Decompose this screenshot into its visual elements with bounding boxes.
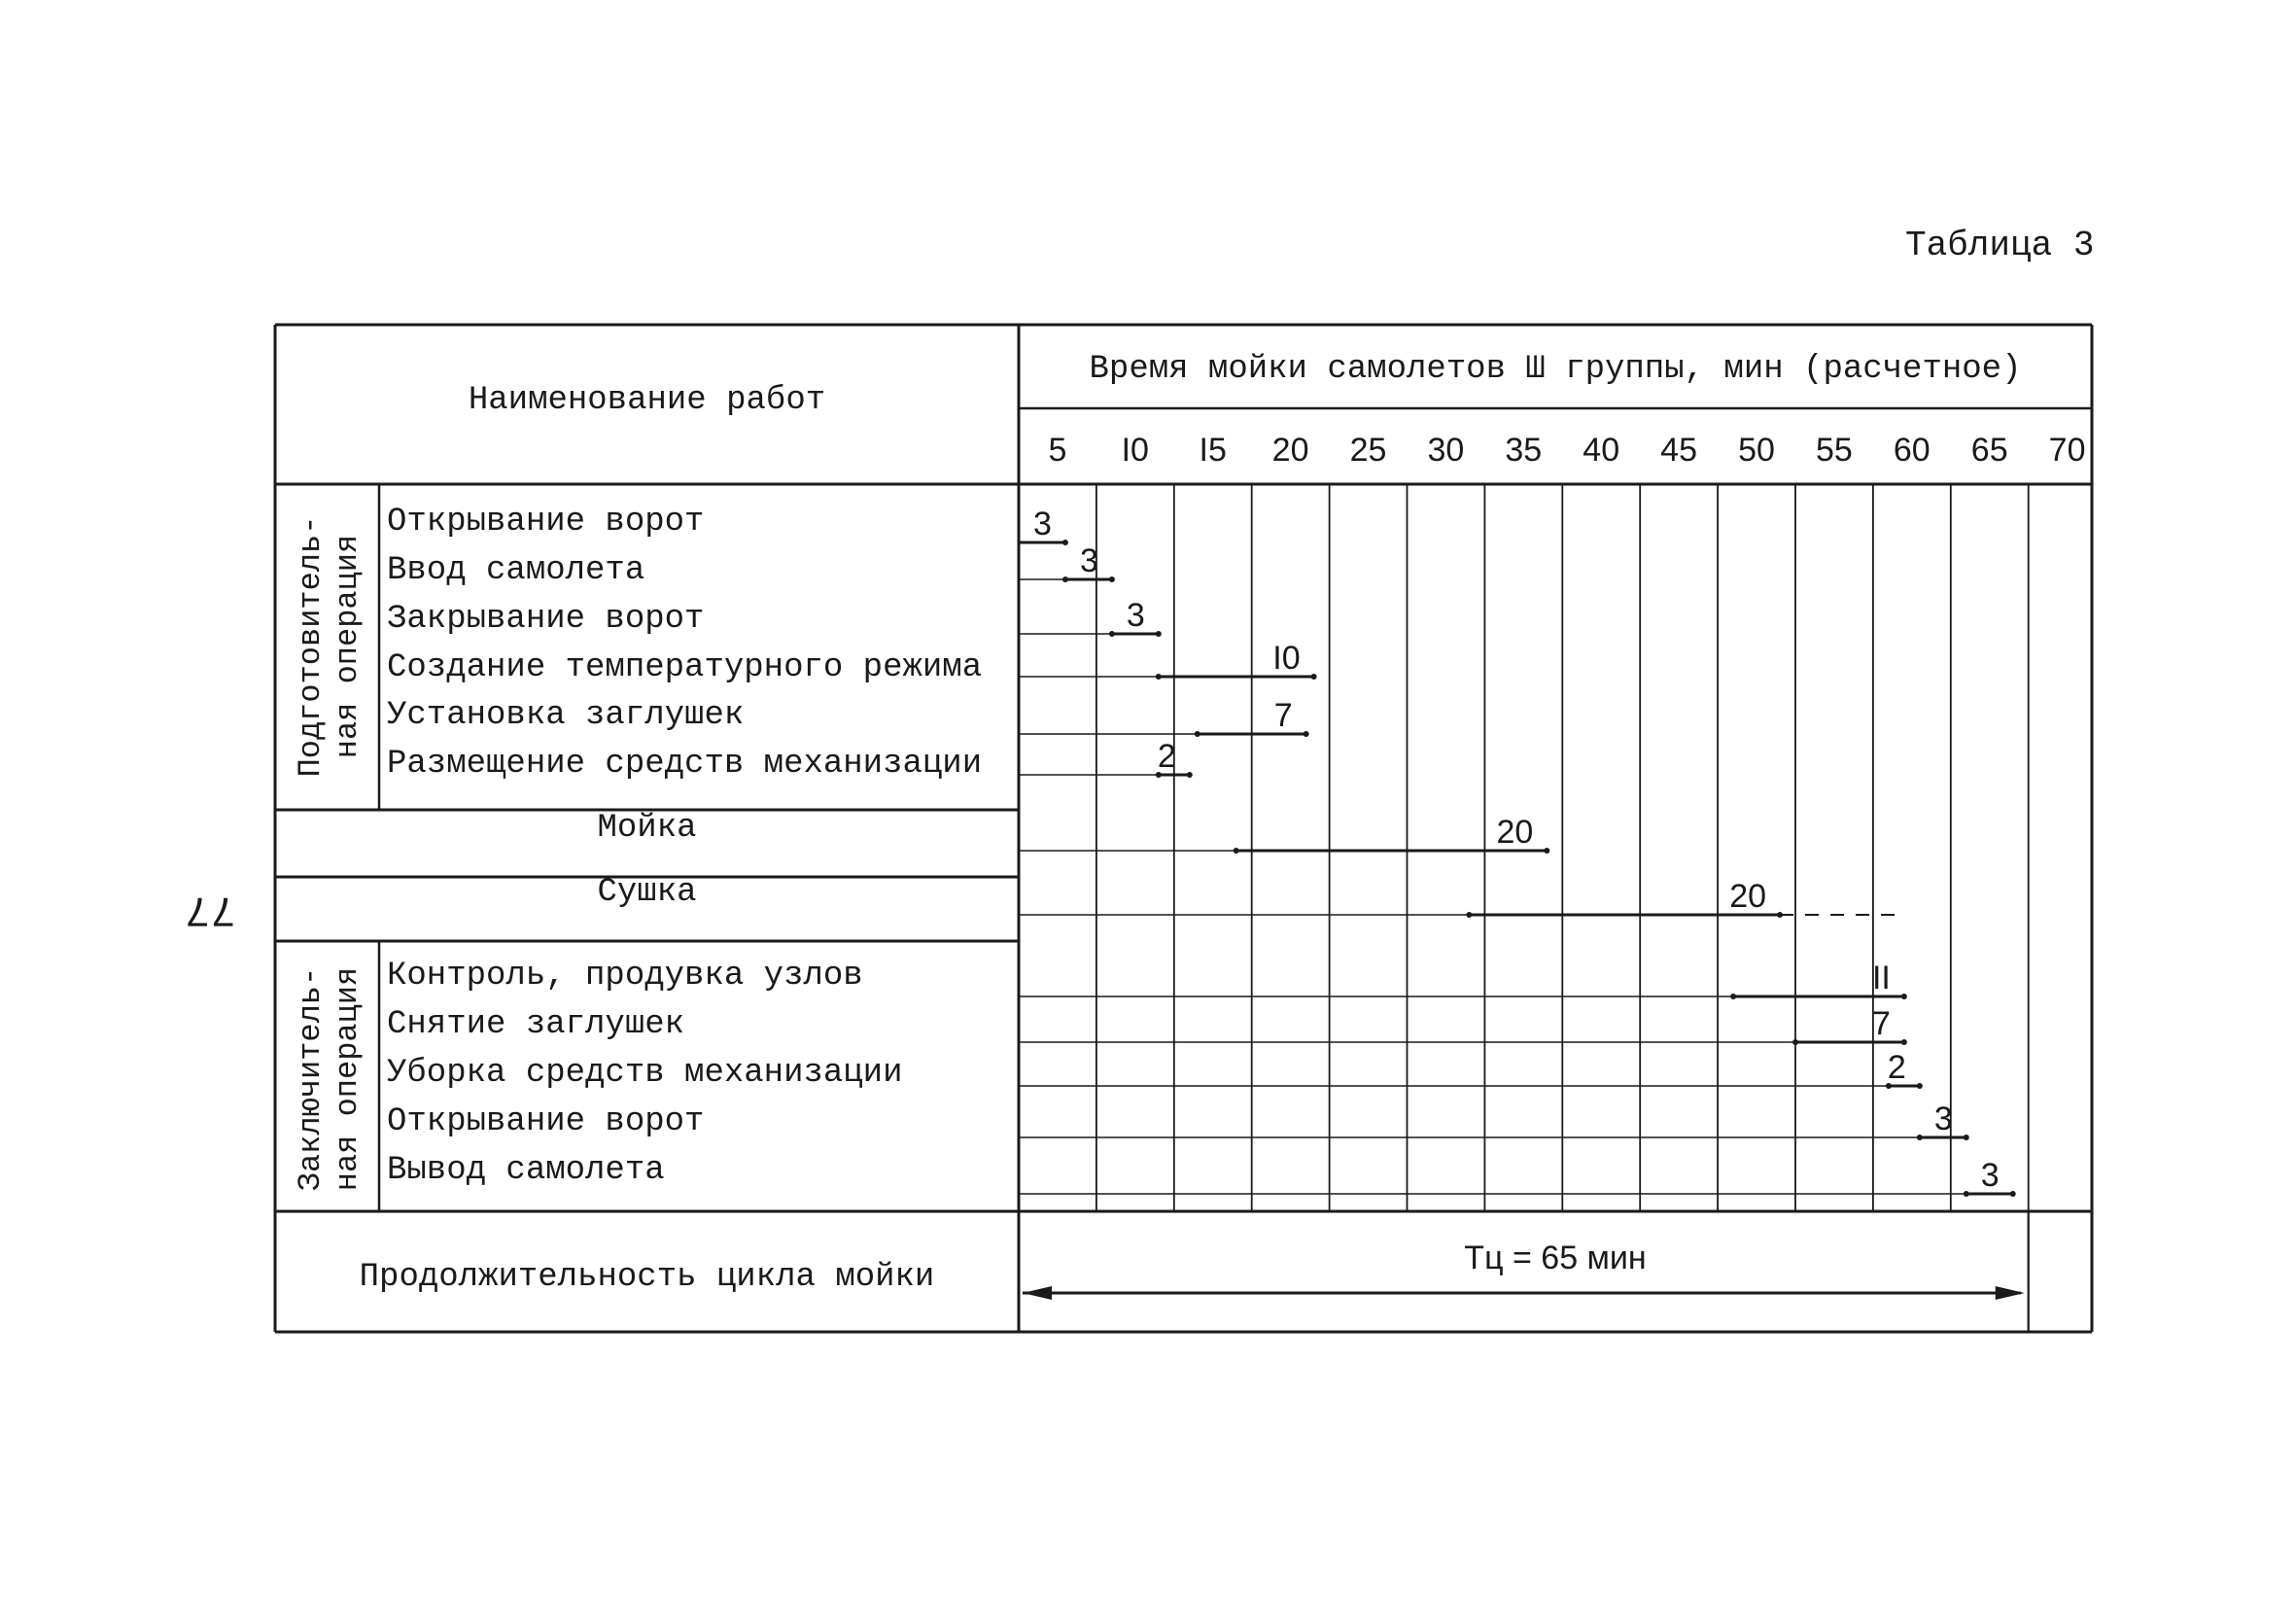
task-bar-end xyxy=(1062,540,1068,545)
table-caption: Таблица 3 xyxy=(1905,226,2095,265)
group-final-label xyxy=(293,967,365,1191)
task-duration-label: II xyxy=(1871,960,1891,996)
tick-label: 35 xyxy=(1505,432,1543,469)
task-name: Сушка xyxy=(597,874,697,911)
task-duration-label: I0 xyxy=(1272,640,1301,677)
task-bar-start xyxy=(1917,1135,1923,1140)
task-bar-start xyxy=(1730,994,1736,999)
task-name: Размещение средств механизации xyxy=(387,746,983,783)
tick-label: 50 xyxy=(1738,432,1775,469)
task-bar-start xyxy=(1195,731,1200,737)
task-duration-label: 3 xyxy=(1079,542,1098,579)
tick-label: I5 xyxy=(1199,432,1227,469)
group-final-label-line1: Заключитель- xyxy=(293,966,329,1192)
tick-label: 20 xyxy=(1271,432,1309,469)
task-duration-label: 3 xyxy=(1126,597,1145,634)
task-duration-label: 3 xyxy=(1033,506,1052,542)
task-name: Установка заглушек xyxy=(387,697,745,734)
group-prep-label xyxy=(293,516,365,778)
task-duration-label: 7 xyxy=(1871,1005,1891,1042)
name-column-header: Наименование работ xyxy=(468,382,826,419)
task-duration-label: 2 xyxy=(1157,738,1176,775)
task-bar-start xyxy=(1062,576,1068,582)
task-bar-end xyxy=(1917,1083,1923,1089)
task-bar-start xyxy=(1792,1039,1798,1045)
tick-label: 55 xyxy=(1815,432,1853,469)
task-bar-start xyxy=(1234,848,1239,854)
page-number: 77 xyxy=(185,885,236,933)
task-bar-end xyxy=(2010,1191,2016,1197)
task-bar-end xyxy=(1109,576,1115,582)
group-final-label-line2: ная операция xyxy=(330,966,365,1192)
group-prep-label-line1: Подготовитель- xyxy=(293,515,329,778)
task-name: Закрывание ворот xyxy=(387,601,705,638)
task-name: Мойка xyxy=(597,810,697,847)
task-bar-end xyxy=(1901,1039,1907,1045)
cycle-arrow-left-head xyxy=(1023,1286,1052,1300)
task-name: Открывание ворот xyxy=(387,1103,705,1140)
cycle-duration-value: Тц = 65 мин xyxy=(1464,1240,1647,1276)
tick-label: 25 xyxy=(1349,432,1387,469)
task-name: Открывание ворот xyxy=(387,504,705,541)
cycle-duration-label: Продолжительность цикла мойки xyxy=(359,1259,935,1296)
task-name: Создание температурного режима xyxy=(387,649,983,686)
task-duration-label: 20 xyxy=(1729,878,1767,915)
task-name: Вывод самолета xyxy=(387,1152,665,1189)
task-bar-end xyxy=(1964,1135,1969,1140)
group-final-label-text xyxy=(293,967,365,1191)
task-duration-label: 2 xyxy=(1887,1049,1906,1086)
tick-label: 65 xyxy=(1970,432,2008,469)
task-bar-end xyxy=(1156,631,1162,637)
group-prep-label-text xyxy=(293,516,365,778)
task-bar-end xyxy=(1544,848,1549,854)
task-bar-start xyxy=(1109,631,1115,637)
time-header: Время мойки самолетов Ш группы, мин (расчетное) xyxy=(1089,351,2022,388)
task-bar-end xyxy=(1187,772,1193,778)
task-bar-end xyxy=(1901,994,1907,999)
task-name: Уборка средств механизации xyxy=(387,1055,903,1092)
task-duration-label: 3 xyxy=(1980,1157,2000,1194)
tick-label: 30 xyxy=(1427,432,1465,469)
tick-label: 5 xyxy=(1048,432,1067,469)
task-duration-label: 7 xyxy=(1273,697,1293,734)
group-prep-label-line2: ная операция xyxy=(330,534,365,759)
task-name: Снятие заглушек xyxy=(387,1006,685,1043)
task-duration-label: 3 xyxy=(1933,1100,1953,1137)
task-bar-start xyxy=(1964,1191,1969,1197)
task-bar-start xyxy=(1156,674,1162,680)
task-duration-label: 20 xyxy=(1496,814,1534,851)
tick-label: 60 xyxy=(1893,432,1931,469)
cycle-arrow-right-head xyxy=(1996,1286,2025,1300)
tick-label: 70 xyxy=(2048,432,2086,469)
task-bar-end xyxy=(1311,674,1317,680)
tick-label: 45 xyxy=(1660,432,1698,469)
task-name: Ввод самолета xyxy=(387,552,645,589)
task-name: Контроль, продувка узлов xyxy=(387,958,863,995)
task-bar-start xyxy=(1466,912,1472,918)
tick-label: I0 xyxy=(1121,432,1149,469)
table-text xyxy=(293,351,2086,1296)
tick-label: 40 xyxy=(1583,432,1620,469)
task-bar-end xyxy=(1304,731,1309,737)
